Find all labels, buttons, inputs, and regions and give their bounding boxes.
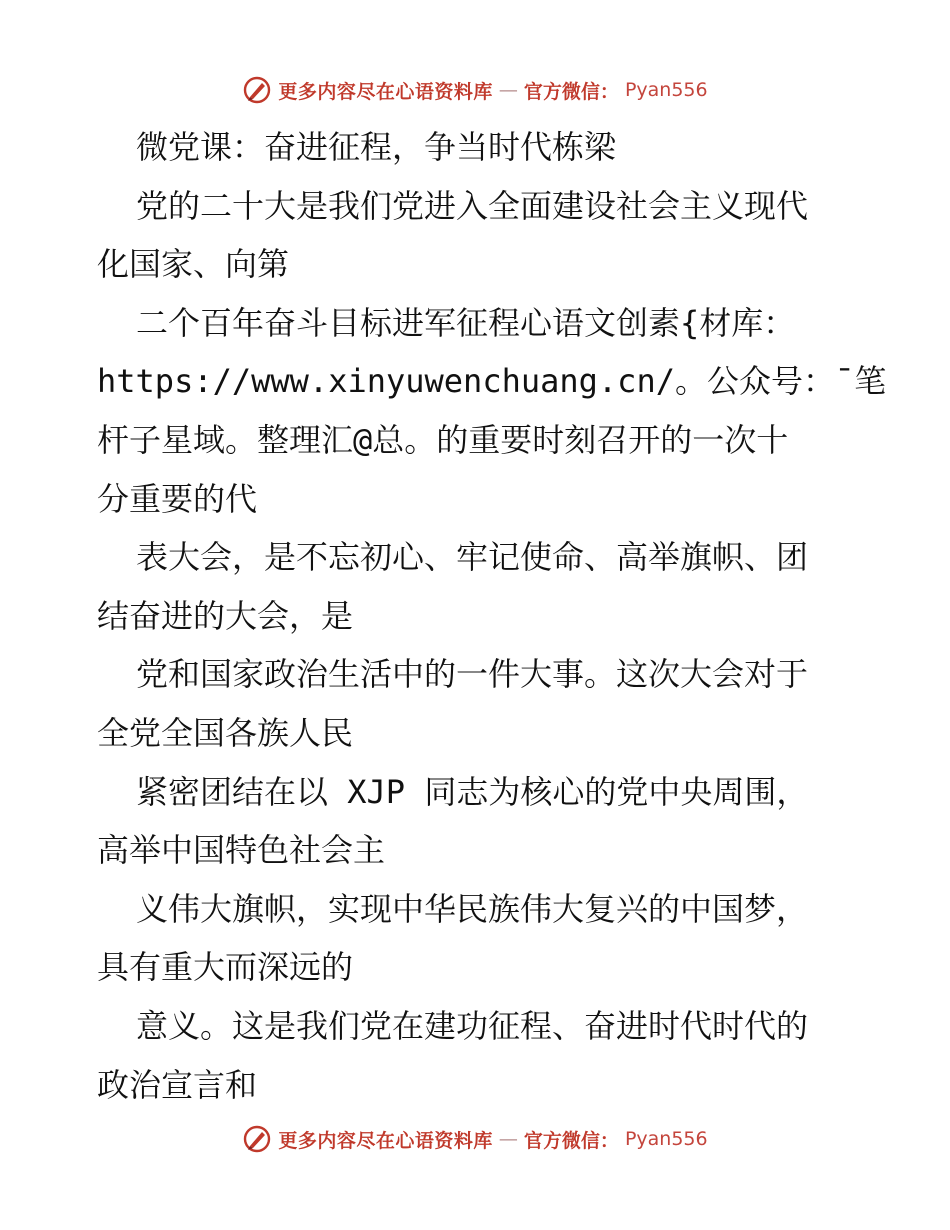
document-line: 全党全国各族人民 xyxy=(97,713,354,752)
header-banner xyxy=(0,70,950,110)
document-line: 分重要的代 xyxy=(97,479,258,518)
document-line: 二个百年奋斗目标进军征程心语文创素{材库： xyxy=(136,303,796,342)
document-line: 政治宣言和 xyxy=(97,1065,258,1104)
footer-banner-handle: Pyan556 xyxy=(624,1128,708,1150)
document-line: 具有重大而深远的 xyxy=(97,948,354,987)
pen-seal-logo-icon xyxy=(242,75,272,105)
document-line: 义伟大旗帜，实现中华民族伟大复兴的中国梦， xyxy=(136,889,809,928)
document-line: 意义。这是我们党在建功征程、奋进时代时代的 xyxy=(136,1006,809,1045)
document-line: 紧密团结在以 XJP 同志为核心的党中央周围， xyxy=(136,772,809,811)
header-banner-main: 更多内容尽在心语资料库 xyxy=(278,80,493,103)
footer-banner-dash: — xyxy=(498,1128,518,1150)
document-line: https://www.xinyuwenchuang.cn/。公众号：¯笔 xyxy=(97,362,887,401)
document-title: 微党课：奋进征程，争当时代栋梁 xyxy=(136,128,617,166)
footer-banner-sub: 官方微信： xyxy=(523,1129,619,1152)
document-line: 党和国家政治生活中的一件大事。这次大会对于 xyxy=(136,655,809,694)
document-body xyxy=(97,118,887,1114)
footer-banner xyxy=(0,1119,950,1159)
header-banner-sub: 官方微信： xyxy=(523,80,619,103)
header-banner-dash: — xyxy=(498,79,518,101)
footer-banner-main: 更多内容尽在心语资料库 xyxy=(278,1129,493,1152)
document-line: 表大会，是不忘初心、牢记使命、高举旗帜、团 xyxy=(136,538,809,577)
document-line: 化国家、向第 xyxy=(97,245,290,284)
document-line: 党的二十大是我们党进入全面建设社会主义现代 xyxy=(136,186,809,225)
header-banner-handle: Pyan556 xyxy=(624,79,708,101)
document-line: 结奋进的大会，是 xyxy=(97,596,354,635)
document-line: 高举中国特色社会主 xyxy=(97,831,386,870)
pen-seal-logo-icon xyxy=(242,1124,272,1154)
document-line: 杆子星域。整理汇@总。的重要时刻召开的一次十 xyxy=(97,420,789,459)
